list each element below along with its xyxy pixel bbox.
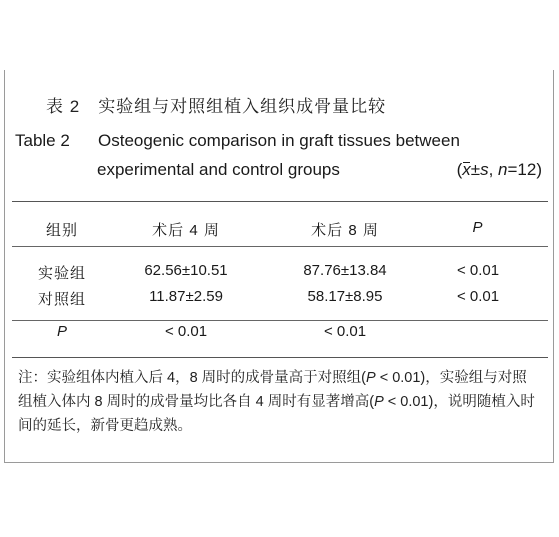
table-number-en: Table 2 <box>15 131 70 150</box>
table-title-en-line2: experimental and control groups <box>97 160 340 179</box>
row-label-p: P <box>56 323 68 340</box>
x-bar-symbol: x <box>462 160 471 179</box>
table-body-rule <box>12 320 548 321</box>
row-label-experimental: 实验组 <box>37 265 87 282</box>
column-header-week4: 术后 4 周 <box>152 222 220 239</box>
table-caption-chinese <box>46 92 386 117</box>
table-number-cn: 表 2 <box>46 97 81 116</box>
table-bottom-rule <box>12 357 548 358</box>
row-label-control: 对照组 <box>37 291 87 308</box>
column-header-p: P <box>472 219 484 236</box>
table-cell: 58.17±8.95 <box>307 288 383 305</box>
table-title-cn: 实验组与对照组植入组织成骨量比较 <box>98 97 387 116</box>
table-cell: < 0.01 <box>456 288 500 305</box>
table-cell: 87.76±13.84 <box>303 262 387 279</box>
table-cell: < 0.01 <box>456 262 500 279</box>
table-cell: < 0.01 <box>164 323 208 340</box>
table-footnote: 注：实验组体内植入后 4，8 周时的成骨量高于对照组(P < 0.01)，实验组与对照组植入体内 8 周时的成骨量均比各自 4 周时有显著增高(P < 0.01)，说明随植入时间的延长，新骨更趋成熟。 <box>18 370 535 434</box>
table-cell: < 0.01 <box>323 323 367 340</box>
table-caption-english <box>15 131 460 151</box>
statistics-notation: (x±s, n=12) <box>456 160 542 179</box>
column-header-group: 组别 <box>45 222 79 239</box>
table-cell: 11.87±2.59 <box>149 288 223 305</box>
column-header-week8: 术后 8 周 <box>311 222 379 239</box>
table-cell: 62.56±10.51 <box>144 262 228 279</box>
table-header-rule <box>12 246 548 247</box>
table-title-en-line1: Osteogenic comparison in graft tissues between <box>98 131 460 150</box>
table-top-rule <box>12 201 548 202</box>
